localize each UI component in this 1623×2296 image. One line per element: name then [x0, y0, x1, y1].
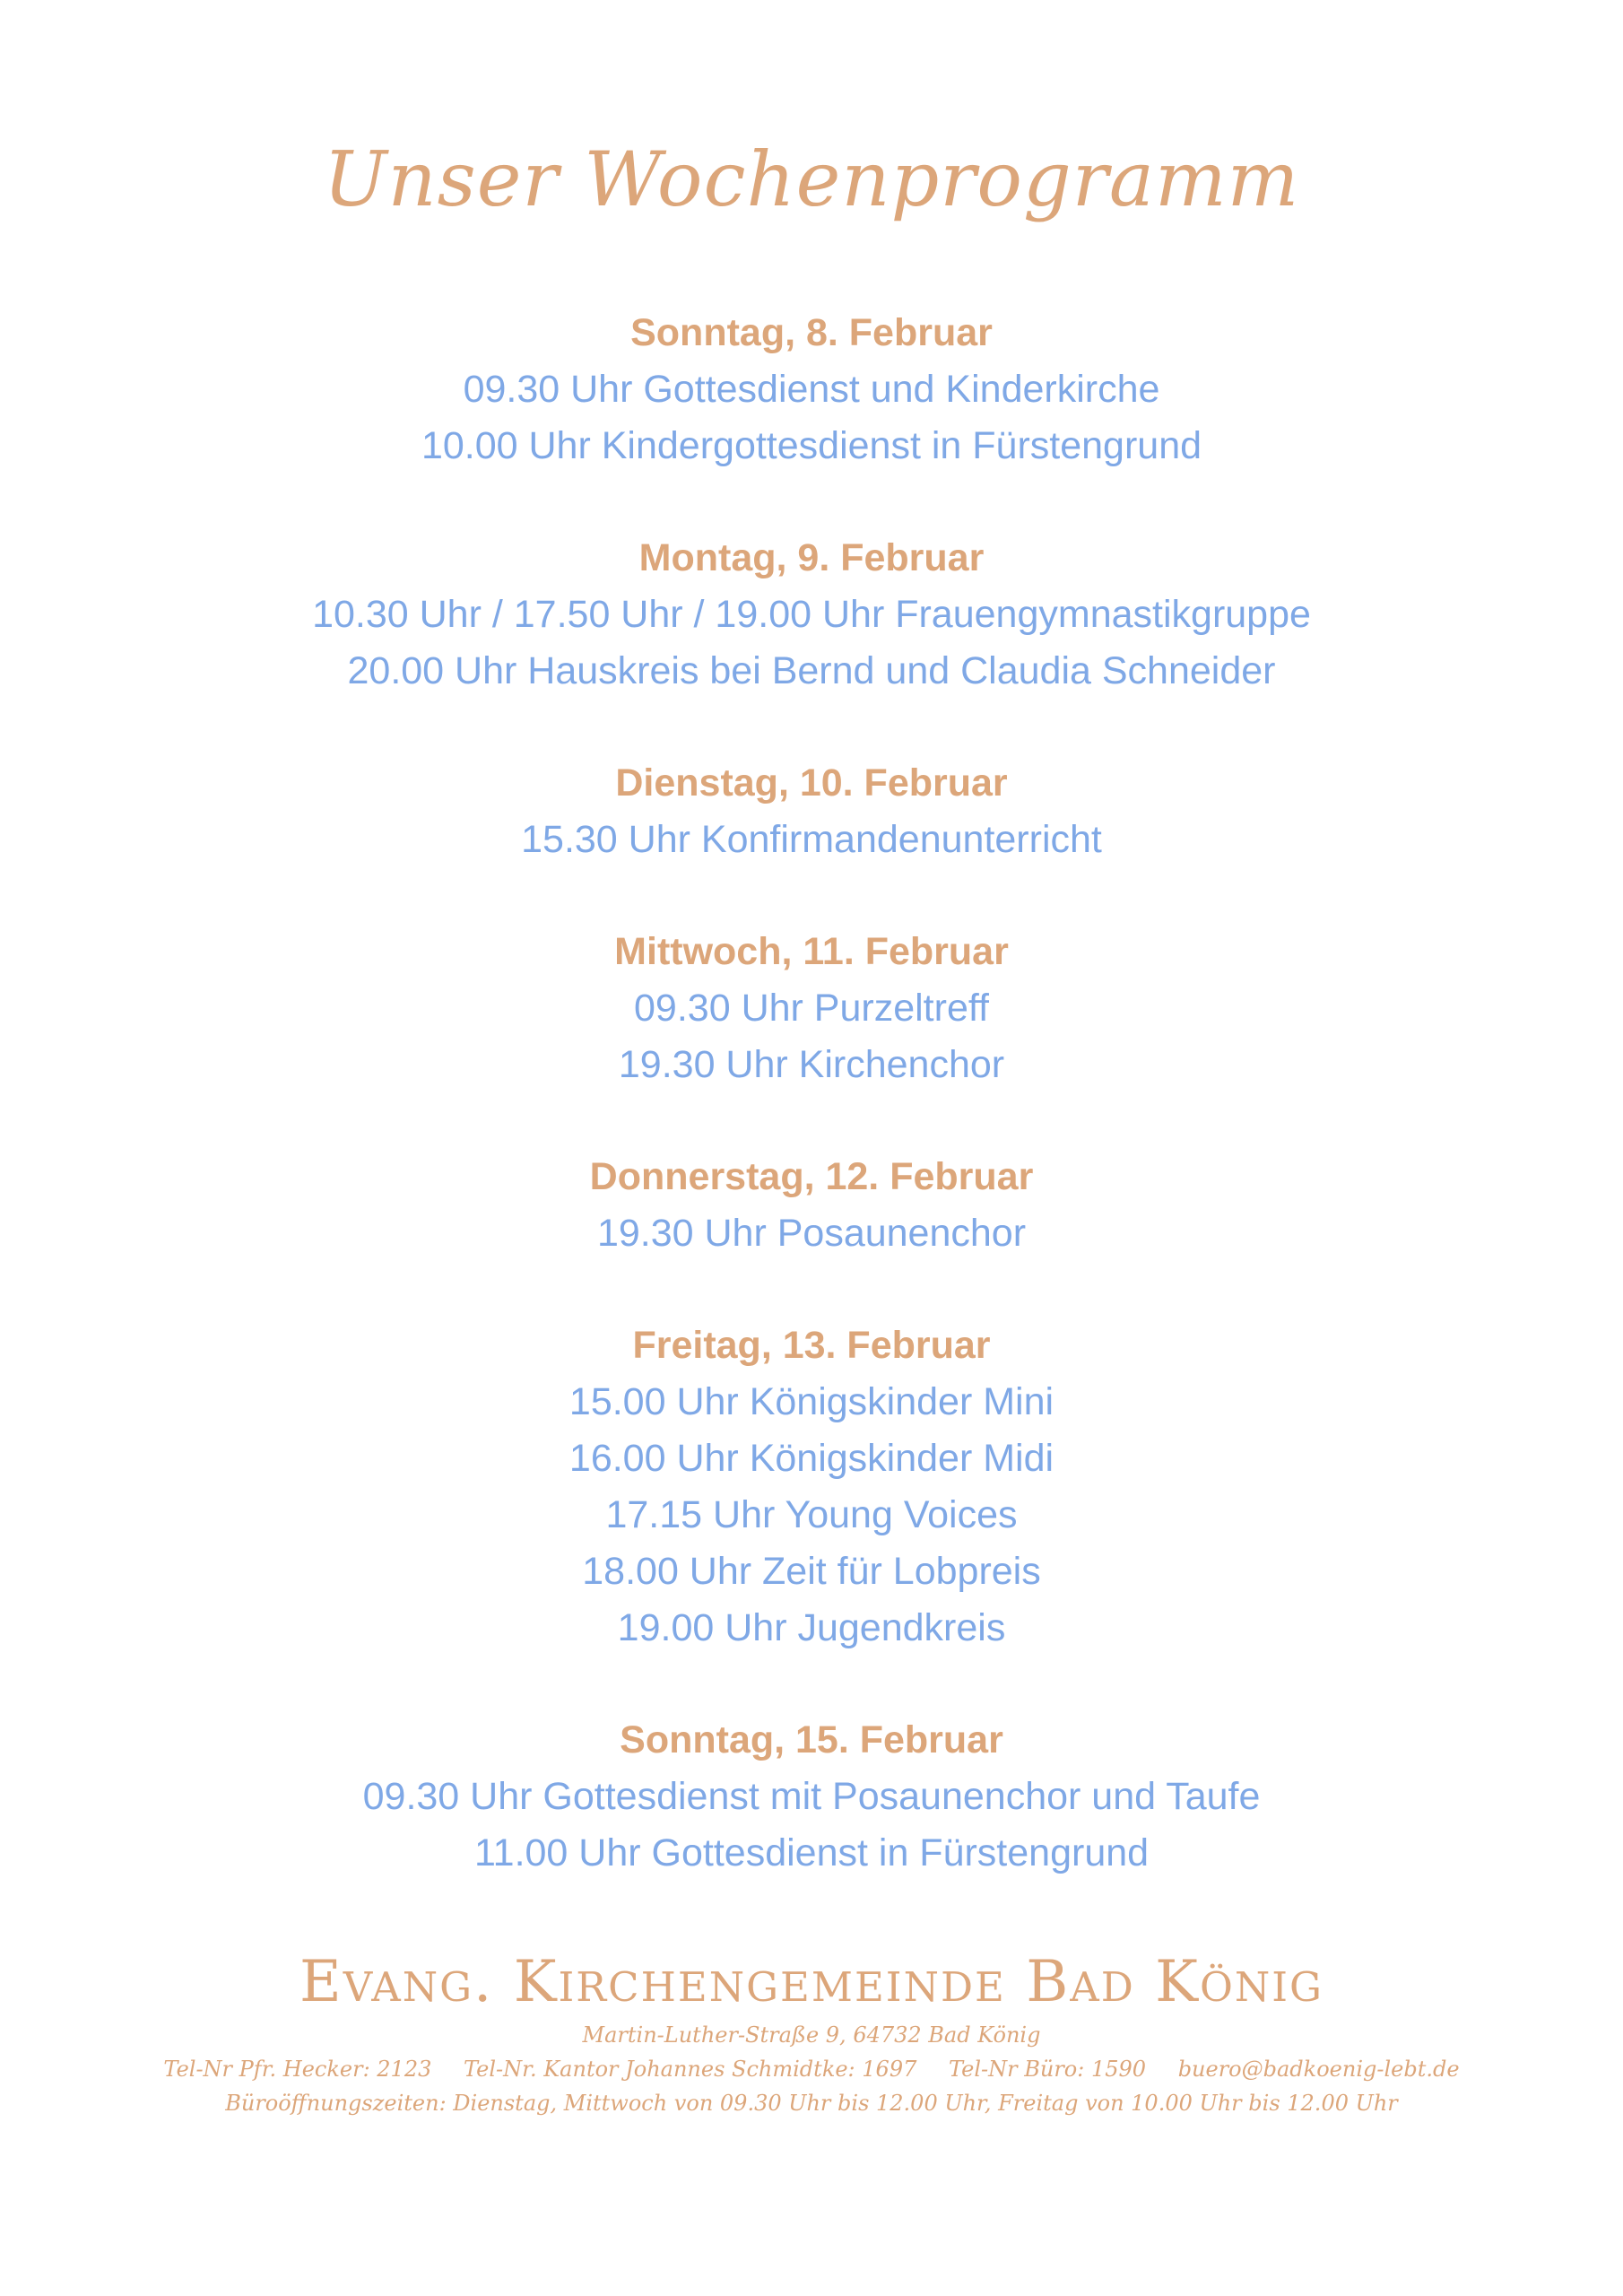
event-item: 17.15 Uhr Young Voices [605, 1493, 1018, 1536]
day-heading: Freitag, 13. Februar [632, 1324, 991, 1367]
day-heading: Montag, 9. Februar [638, 536, 985, 579]
day-heading: Donnerstag, 12. Februar [589, 1155, 1034, 1198]
phone-row [0, 2052, 1623, 2086]
day-section [0, 1149, 1623, 1262]
day-heading: Sonntag, 15. Februar [620, 1718, 1003, 1761]
day-heading: Mittwoch, 11. Februar [614, 930, 1009, 973]
page-title: Unser Wochenprogramm [323, 135, 1300, 223]
phone-cantor: Tel-Nr. Kantor Johannes Schmidtke: 1697 [464, 2057, 917, 2082]
event-item: 19.00 Uhr Jugendkreis [617, 1606, 1006, 1649]
event-item: 19.30 Uhr Kirchenchor [618, 1043, 1005, 1086]
event-item: 18.00 Uhr Zeit für Lobpreis [582, 1550, 1041, 1593]
program-list [0, 305, 1623, 1937]
day-heading: Dienstag, 10. Februar [615, 761, 1008, 804]
event-item: 15.30 Uhr Konfirmandenunterricht [521, 818, 1102, 861]
event-item: 16.00 Uhr Königskinder Midi [568, 1437, 1055, 1480]
office-hours: Büroöffnungszeiten: Dienstag, Mittwoch von 09.30 Uhr bis 12.00 Uhr, Freitag von 10.00 Uhr bis 12.00 Uhr [225, 2091, 1398, 2116]
phone-pastor: Tel-Nr Pfr. Hecker: 2123 [163, 2057, 432, 2082]
footer [0, 1946, 1623, 2120]
address: Martin-Luther-Straße 9, 64732 Bad König [582, 2022, 1041, 2048]
day-section [0, 755, 1623, 868]
event-item: 11.00 Uhr Gottesdienst in Fürstengrund [473, 1831, 1150, 1874]
day-section [0, 924, 1623, 1093]
phone-office: Tel-Nr Büro: 1590 [949, 2057, 1147, 2082]
day-section [0, 1712, 1623, 1882]
event-item: 10.00 Uhr Kindergottesdienst in Fürstengrund [421, 424, 1202, 467]
day-heading: Sonntag, 8. Februar [630, 311, 993, 354]
event-item: 19.30 Uhr Posaunenchor [596, 1212, 1027, 1255]
day-section [0, 1318, 1623, 1657]
day-section [0, 305, 1623, 474]
email-link[interactable]: buero@badkoenig-lebt.de [1177, 2057, 1460, 2082]
organization-name: Evang. Kirchengemeinde Bad König [299, 1949, 1324, 2015]
day-section [0, 530, 1623, 700]
event-item: 10.30 Uhr / 17.50 Uhr / 19.00 Uhr Frauengymnastikgruppe [312, 593, 1311, 636]
event-item: 09.30 Uhr Gottesdienst mit Posaunenchor und Taufe [362, 1775, 1261, 1818]
event-item: 20.00 Uhr Hauskreis bei Bernd und Claudia Schneider [347, 649, 1276, 692]
event-item: 09.30 Uhr Purzeltreff [634, 987, 989, 1030]
event-item: 15.00 Uhr Königskinder Mini [568, 1380, 1055, 1423]
event-item: 09.30 Uhr Gottesdienst und Kinderkirche [463, 368, 1160, 411]
